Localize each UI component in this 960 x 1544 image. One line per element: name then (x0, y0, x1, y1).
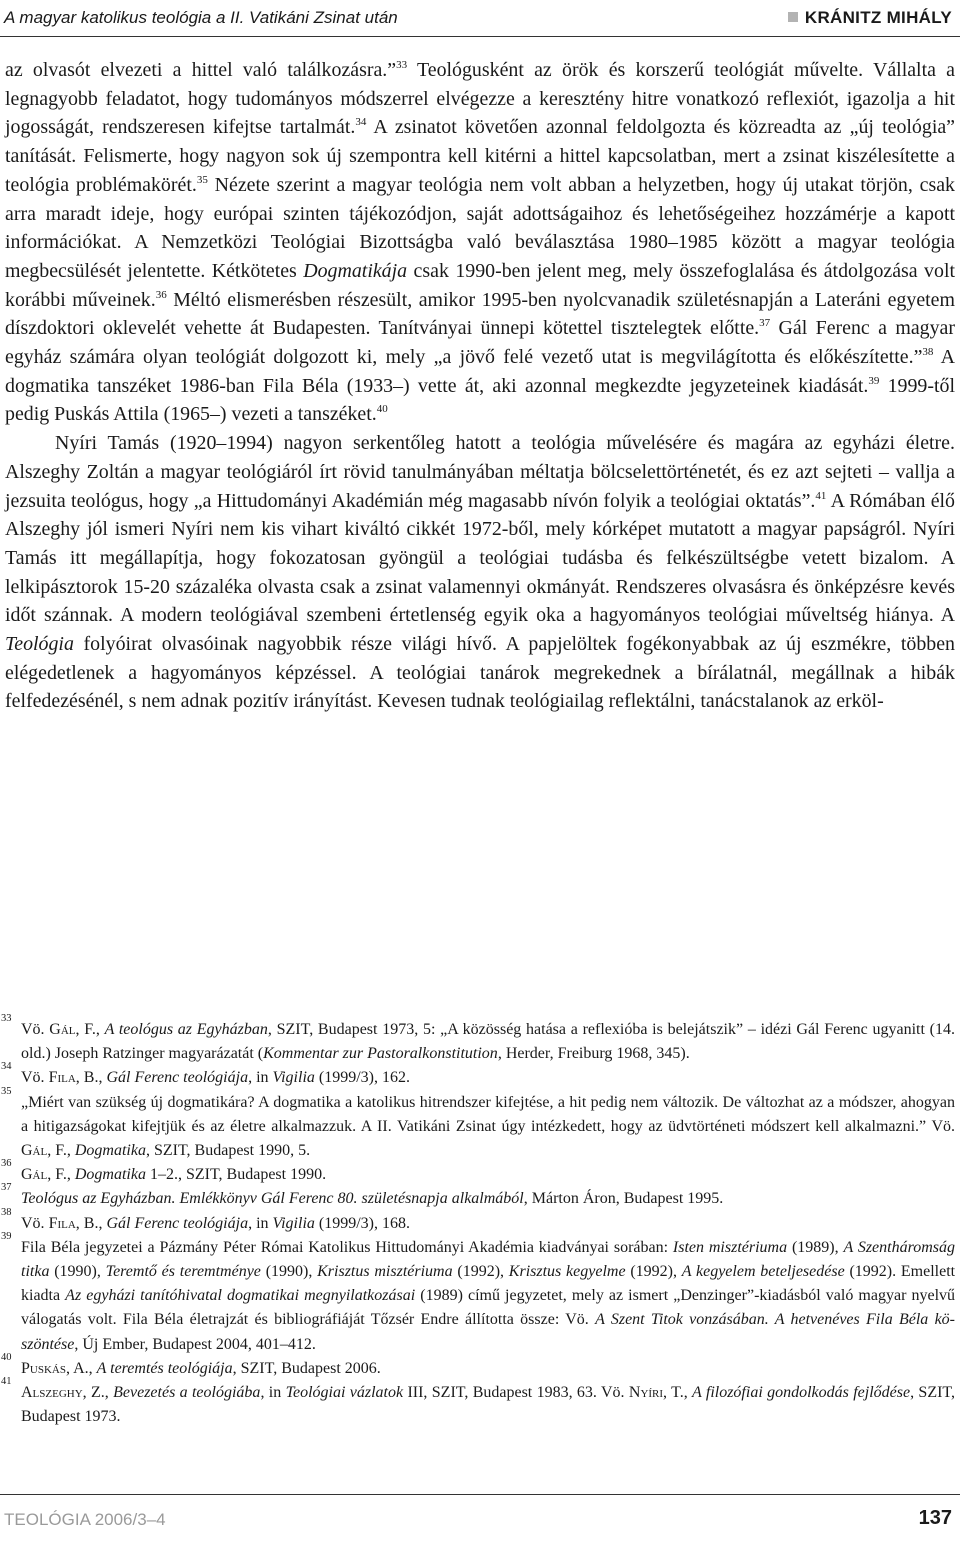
italic-title: A filozófiai gondolkodás fejlődése (692, 1384, 911, 1402)
text-run: , SZIT, Budapest 1990, 5. (145, 1142, 311, 1160)
text-run: csak 1990-ben jelent meg, mely összefoglalása és átdolgozása volt korábbi műveinek. (5, 259, 955, 311)
text-run: az olvasót elvezeti a hittel való találkozásra.” (5, 59, 397, 81)
text-run: (1992), (625, 1263, 682, 1281)
square-bullet-icon (788, 12, 798, 22)
italic-title: Teológiai vázlatok (285, 1384, 404, 1402)
text-run: A zsinatot követően azonnal feldolgozta és közreadta az „új teológia” tanítását. Felismerte, hogy nagyon sok új szempontra kell kitérni a hittel kapcsolatban, mert a zsinat kiszélesítette a teológia problémakörét. (5, 116, 955, 196)
text-run: (1989), (787, 1238, 844, 1256)
text-run: , (98, 1214, 107, 1232)
text-run: , (683, 1384, 693, 1402)
footer-divider (0, 1494, 960, 1495)
text-run: (1999/3), 162. (314, 1069, 410, 1087)
footnote-37 (1, 1182, 955, 1211)
footnote-36 (1, 1158, 955, 1187)
text-run: , (104, 1384, 114, 1402)
paragraph (5, 429, 955, 716)
italic-title: A kegyelem beteljesedése (681, 1263, 845, 1281)
italic-title: Kommentar zur Pastoralkonstitution (263, 1045, 498, 1063)
text-run: Nyíri Tamás (1920–1994) nagyon serkentőleg hatott a teológia művelésére és magára az egyházi életre. Alszeghy Zoltán a magyar teológiáról írt rövid tanulmányában méltatja bölcselettörténetét, és ez azt sejteti – vallja a jezsuita teológus, hogy „a Hittudományi Akadémián még magasabb nívón folyik a teológiai oktatás”. (5, 432, 955, 512)
text-run: , Új Ember, Budapest 2004, 401–412. (74, 1335, 316, 1353)
page-footer (0, 1488, 960, 1544)
footnote-40 (1, 1351, 955, 1381)
page-number: 137 (918, 1507, 952, 1529)
text-run: , Herder, Freiburg 1968, 345). (497, 1045, 690, 1063)
footnote-number: 34 (1, 1061, 12, 1073)
text-run: (1992). Emellett kiadta (21, 1263, 956, 1305)
text-run: A dogmatika tanszéket 1986-ban Fila Béla (1933–) vette át, aki azonnal megkezdte jegyzeteinek kiadását. (5, 346, 955, 397)
italic-title: Teológia (5, 633, 74, 656)
text-run: , in (260, 1384, 286, 1402)
footnote-ref[interactable]: 33 (396, 59, 408, 71)
italic-title: Dogmatika (74, 1166, 146, 1184)
running-header (0, 0, 960, 37)
main-text (5, 56, 955, 716)
text-run: III, SZIT, Budapest 1983, 63. Vö. (403, 1384, 629, 1402)
text-run: , (98, 1069, 107, 1087)
author-name: Fila, B. (48, 1214, 99, 1232)
text-run: „Miért van szükség új dogmatikára? A dogmatika a katolikus hitrendszer kifejtése, a hit pedig nem változik. De változhat az a módszer, ahogyan a hitigazságokat kifejtjük és az életre alkalmazzuk. A II. Vatikáni Zsinat úgy intézkedett, hogy az üdvtörténeti módszert kell alkalmazni.” Vö. (21, 1093, 955, 1135)
footnote-ref[interactable]: 41 (815, 489, 827, 502)
text-run: , Márton Áron, Budapest 1995. (523, 1190, 724, 1208)
italic-title: Teológus az Egyházban. Emlékkönyv Gál Ferenc 80. születésnapja alkalmából (21, 1190, 524, 1208)
footnote-number: 36 (1, 1158, 12, 1170)
text-run: Gál Ferenc a magyar egyház számára olyan teológiát dolgozott ki, mely „a jövő felé vezető utat is megvilágította és előkészítette.” (5, 317, 955, 369)
italic-title: Gál Ferenc teológiája (106, 1214, 249, 1232)
italic-title: A teológus az Egyházban (104, 1021, 268, 1038)
italic-title: Dogmatika (74, 1142, 146, 1160)
text-run: , SZIT, Budapest 2006. (232, 1359, 381, 1377)
text-run: Teológusként az örök és korszerű teológiát művelte. Vállalta a legnagyobb feladatot, hogy tudományos módszerrel elvégezze a keresztény hitre vonatkozó reflexiót, igazolja a hit jogosságát, rendszeresen kifejtse tartalmát. (5, 59, 955, 139)
author-name: KRÁNITZ MIHÁLY (804, 8, 952, 27)
italic-title: Az egyházi tanítóhivatal dogmatikai megnyilatkozásai (65, 1287, 416, 1305)
italic-title: Krisztus kegyelme (508, 1263, 626, 1281)
author-name: Nyíri, T. (628, 1384, 684, 1402)
italic-title: A Szentháromság titka (21, 1238, 956, 1281)
italic-title: Krisztus misztériuma (317, 1263, 453, 1281)
footnotes (1, 1013, 956, 1429)
italic-title: Teremtő és teremtménye (105, 1263, 261, 1281)
footnote-ref[interactable]: 35 (196, 173, 208, 186)
footnote-number: 37 (1, 1182, 12, 1194)
footnote-34 (1, 1061, 955, 1090)
footnote-ref[interactable]: 36 (155, 288, 167, 301)
italic-title: Vigilia (272, 1214, 315, 1232)
author-name: Alszeghy, Z. (21, 1384, 105, 1402)
author-name: Gál, F. (49, 1021, 96, 1038)
footnote-ref[interactable]: 38 (922, 346, 934, 359)
text-run: 1–2., SZIT, Budapest 1990. (145, 1166, 327, 1184)
footnote-number: 38 (1, 1206, 12, 1218)
author-name: Puskás, A. (21, 1359, 89, 1377)
text-run: Vö. (21, 1214, 49, 1232)
italic-title: A teremtés teológiája (96, 1359, 233, 1377)
text-run: (1999/3), 168. (314, 1214, 410, 1232)
running-author (788, 8, 952, 28)
footnote-number: 39 (1, 1230, 12, 1242)
text-run: 1999-től pedig Puskás Attila (1965–) vezeti a tanszéket. (5, 374, 955, 426)
text-run: Méltó elismerésben részesült, amikor 1995-ben nyolcvanadik születésnapján a Lateráni egyetem díszdoktori oklevelét vehette át Budapesten. Tanítványai ünnepi kötettel tisztelegtek előtte. (5, 288, 955, 340)
footnote-41 (1, 1376, 956, 1429)
text-run: , (66, 1142, 75, 1160)
text-run: Vö. (21, 1021, 50, 1038)
italic-title: A Szent Titok vonzásában. A hetvenéves Fila Béla köszöntése (21, 1311, 955, 1353)
text-run: A Rómában élő Alszeghy jól ismeri Nyíri nem kis vihart kiváltó cikkét 1972-ből, mely kórképet mutatott a magyar papságról. Nyíri Tamás itt megállapítja, hogy fokozatosan gyöngül a teológiai tudásba és felkészültségbe vetett bizalom. A lelkipásztorok 15-20 százaléka olvasta csak a zsinat valamennyi okmányát. Rendszeres olvasásra és önképzésre kevés időt szánnak. A modern teológiával szembeni értetlenség egyik oka a hagyományos teológiai műveltség hiánya. A (5, 489, 956, 627)
journal-name: TEOLÓGIA 2006/3–4 (4, 1510, 166, 1529)
footnote-number: 33 (1, 1013, 12, 1024)
text-run: Nézete szerint a magyar teológia nem volt abban a helyzetben, hogy új utakat törjön, csak arra maradt ideje, hogy európai szinten tájékozódjon, saját adottságaihoz és lehetőségeihez hozzámérje a kapott információkat. A Nemzetközi Teológiai Bizottságba való beválasztása 1980–1985 között a magyar teológia megbecsülését jelentette. Kétkötetes (5, 173, 955, 282)
footnote-ref[interactable]: 39 (868, 374, 880, 387)
author-name: Gál, F. (21, 1142, 67, 1160)
text-run: (1990), (49, 1263, 106, 1281)
text-run: , in (248, 1214, 273, 1232)
footnote-ref[interactable]: 37 (759, 317, 771, 330)
author-name: Gál, F. (21, 1166, 67, 1184)
text-run: , SZIT, Budapest 1973. (21, 1384, 956, 1426)
text-run: folyóirat olvasóinak nagyobbik része világi hívő. A papjelöltek fogékonyabbak az új eszmékre, többen elégedetlenek a hagyományos képzéssel. A teológiai tanárok megrekednek a bírálatnál, megállnak a hibák felfedezésénél, s nem adnak pozitív irányítást. Kevesen tudnak teológiailag reflektálni, tanácstalanok az erköl- (5, 633, 955, 713)
text-run: (1990), (260, 1263, 318, 1281)
footnote-number: 41 (1, 1376, 12, 1388)
footnote-33 (1, 1013, 956, 1066)
footnote-number: 35 (1, 1085, 12, 1097)
italic-title: Dogmatikája (303, 259, 408, 282)
text-run: , (66, 1166, 75, 1184)
footnote-number: 40 (1, 1351, 12, 1363)
text-run: (1992), (452, 1263, 509, 1281)
italic-title: Bevezetés a teológiába (113, 1384, 261, 1402)
italic-title: Gál Ferenc teológiája (106, 1069, 249, 1087)
text-run: (1989) című jegyzetet, mely az ismert „Denzinger”-kiadásból való magyar nyelvű válogatás volt. Fila Béla életrajzát és bibliográfiáját Tőzsér Endre állította össze: Vö. (21, 1287, 956, 1329)
text-run: , (95, 1021, 105, 1038)
text-run: , SZIT, Budapest 1973, 5: „A közösség hatása a reflexióba is belejátszik” – idézi Gál Ferenc ugyanitt (14. old.) Joseph Ratzinger magyarázatát ( (21, 1021, 956, 1063)
footnote-ref[interactable]: 40 (376, 403, 388, 416)
running-title: A magyar katolikus teológia a II. Vatikáni Zsinat után (4, 8, 398, 27)
paragraph (5, 56, 955, 429)
italic-title: Vigilia (272, 1069, 315, 1087)
footnote-39 (1, 1230, 956, 1357)
text-run: , in (248, 1069, 273, 1087)
author-name: Fila, B. (48, 1069, 99, 1087)
italic-title: Isten misztériuma (672, 1238, 788, 1256)
text-run: Vö. (21, 1069, 49, 1087)
footnote-ref[interactable]: 34 (355, 116, 367, 129)
text-run: Fila Béla jegyzetei a Pázmány Péter Római Katolikus Hittudományi Akadémia kiadványai sorában: (21, 1238, 673, 1256)
text-run: , (88, 1359, 97, 1377)
